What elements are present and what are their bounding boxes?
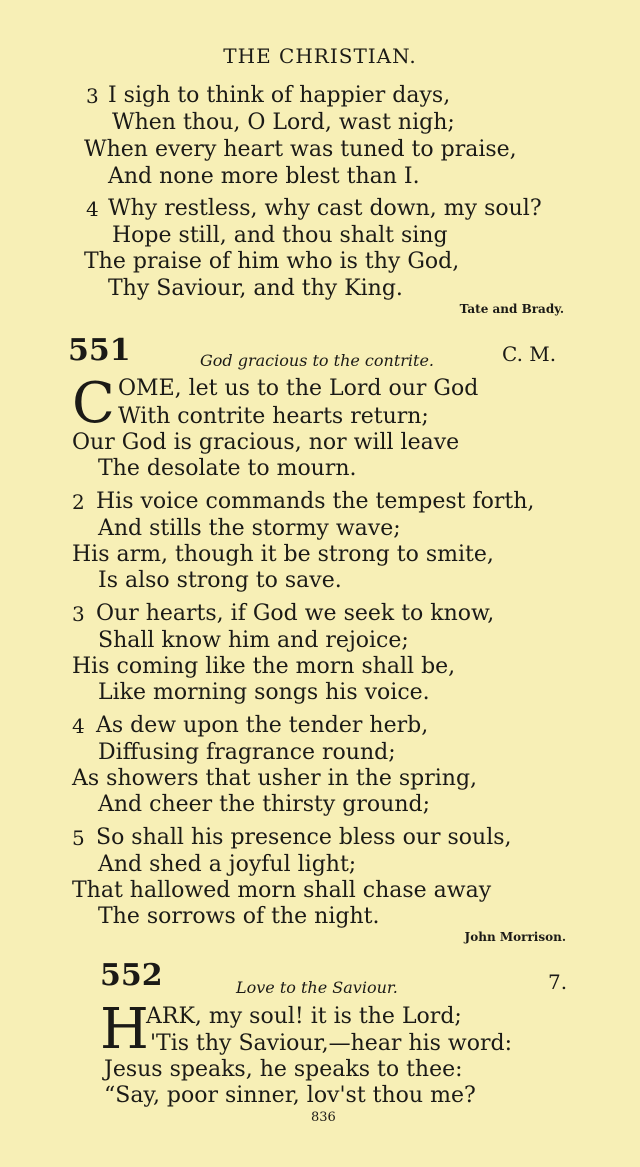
stanza-number: 4: [86, 197, 99, 221]
verse-line: Is also strong to save.: [98, 568, 342, 593]
running-header: THE CHRISTIAN.: [223, 44, 417, 68]
verse-line: Diffusing fragrance round;: [98, 740, 396, 765]
verse-line: Like morning songs his voice.: [98, 680, 430, 705]
verse-line: 'Tis thy Saviour,—hear his word:: [150, 1031, 513, 1056]
verse-line: ARK, my soul! it is the Lord;: [146, 1004, 462, 1029]
verse-line: That hallowed morn shall chase away: [72, 878, 492, 903]
verse-line: The desolate to mourn.: [98, 456, 357, 481]
verse-line: With contrite hearts return;: [118, 404, 429, 429]
stanza-number: 2: [72, 490, 85, 514]
verse-line: And shed a joyful light;: [98, 852, 357, 877]
verse-line: His coming like the morn shall be,: [72, 654, 456, 679]
verse-line: Shall know him and rejoice;: [98, 628, 409, 653]
verse-line: His arm, though it be strong to smite,: [72, 542, 494, 567]
verse-line: Thy Saviour, and thy King.: [108, 276, 403, 301]
stanza-number: 5: [72, 826, 85, 850]
verse-line: His voice commands the tempest forth,: [96, 489, 535, 514]
hymn-meter: C. M.: [502, 342, 557, 366]
verse-line: And none more blest than I.: [108, 164, 420, 189]
verse-line: Hope still, and thou shalt sing: [112, 223, 448, 248]
hymn-number: 552: [100, 958, 163, 993]
hymn-attribution: John Morrison.: [464, 930, 566, 944]
verse-line: And cheer the thirsty ground;: [98, 792, 430, 817]
stanza-number: 3: [72, 602, 85, 626]
verse-line: “Say, poor sinner, lov'st thou me?: [104, 1083, 476, 1108]
verse-line: Our God is gracious, nor will leave: [72, 430, 460, 455]
verse-line: Our hearts, if God we seek to know,: [96, 601, 495, 626]
verse-line: As dew upon the tender herb,: [96, 713, 429, 738]
drop-cap: H: [100, 997, 149, 1062]
hymn-title: Love to the Saviour.: [236, 978, 398, 997]
hymn-meter: 7.: [548, 970, 568, 994]
verse-line: The sorrows of the night.: [98, 904, 380, 929]
hymn-number: 551: [68, 333, 131, 368]
hymn-title: God gracious to the contrite.: [200, 351, 434, 370]
verse-line: I sigh to think of happier days,: [108, 83, 451, 108]
verse-line: And stills the stormy wave;: [98, 516, 401, 541]
verse-line: So shall his presence bless our souls,: [96, 825, 512, 850]
hymn-attribution: Tate and Brady.: [459, 302, 564, 316]
drop-cap: C: [72, 371, 115, 436]
verse-line: The praise of him who is thy God,: [84, 249, 460, 274]
stanza-number: 4: [72, 714, 85, 738]
stanza-number: 3: [86, 84, 99, 108]
verse-line: As showers that usher in the spring,: [72, 766, 478, 791]
page-number: 836: [311, 1110, 336, 1125]
verse-line: OME, let us to the Lord our God: [118, 376, 479, 401]
verse-line: Jesus speaks, he speaks to thee:: [104, 1057, 463, 1082]
verse-line: Why restless, why cast down, my soul?: [108, 196, 542, 221]
verse-line: When thou, O Lord, wast nigh;: [112, 110, 455, 135]
verse-line: When every heart was tuned to praise,: [84, 137, 517, 162]
